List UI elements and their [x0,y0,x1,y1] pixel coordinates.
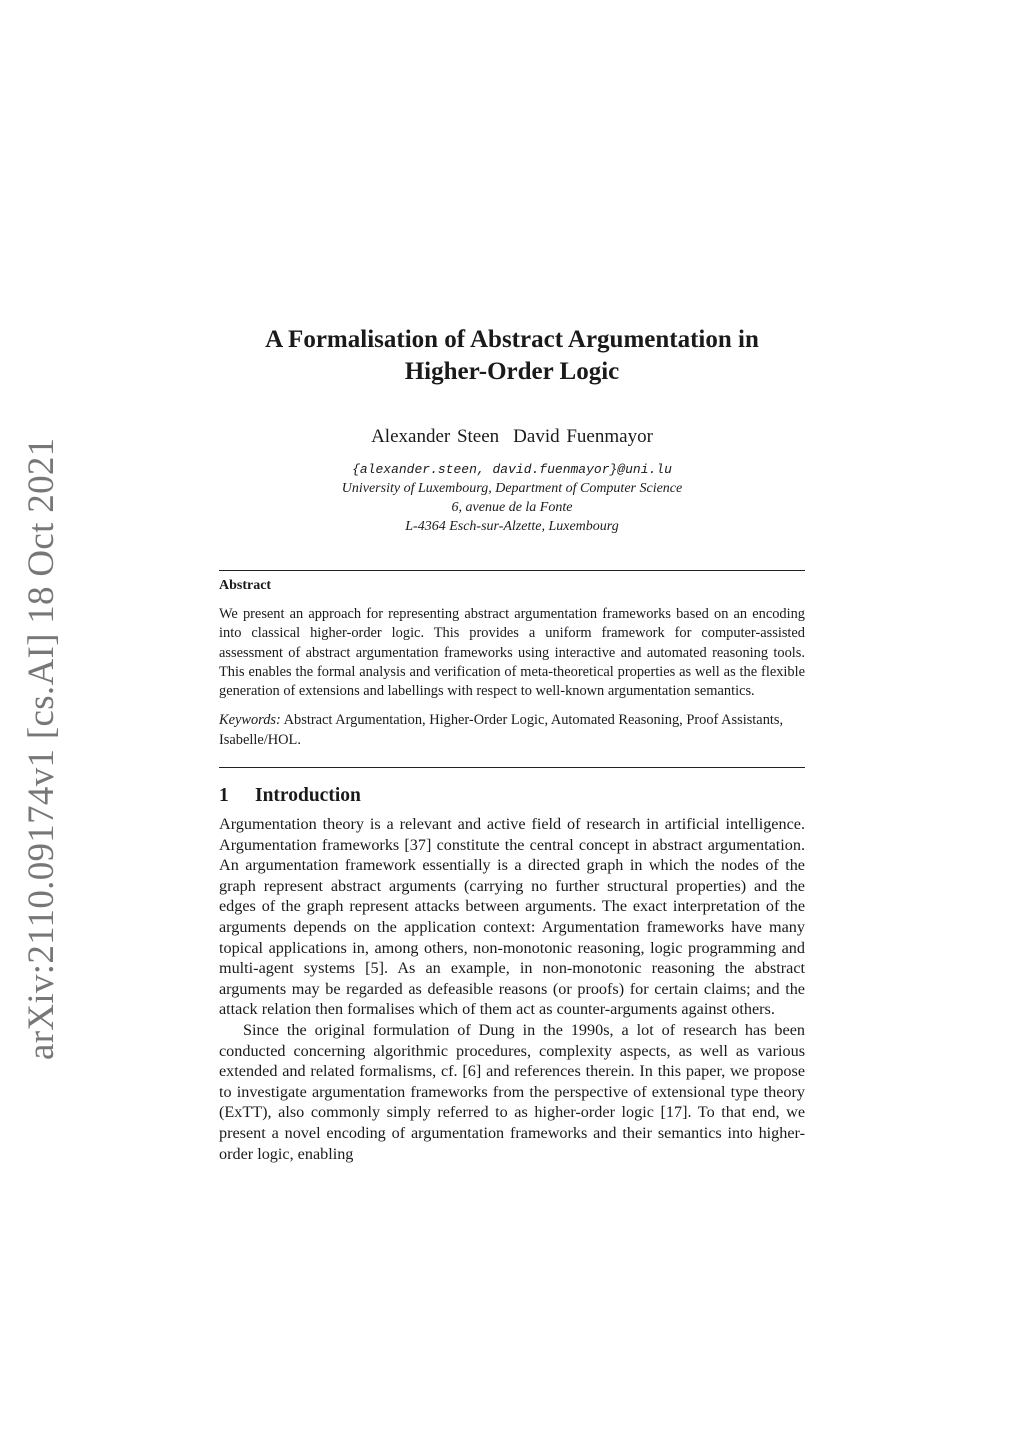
abstract-top-rule [219,570,805,571]
author-list [219,426,805,448]
keywords-text: Abstract Argumentation, Higher-Order Logic, Automated Reasoning, Proof Assistants, Isabelle/HOL. [219,712,784,748]
affiliation-line: L-4364 Esch-sur-Alzette, Luxembourg [405,519,619,534]
title-line-2: Higher-Order Logic [404,358,620,385]
author-name: David Fuenmayor [513,426,653,447]
affiliation-line: University of Luxembourg, Department of Computer Science [341,481,683,496]
section-number: 1 [219,785,229,807]
keywords [219,711,805,750]
section-title: Introduction [255,785,361,807]
affiliation-line: 6, avenue de la Fonte [451,500,573,515]
body-paragraph: Since the original formulation of Dung in the 1990s, a lot of research has been conducted concerning algorithmic procedures, complexity aspects, as well as various extended and related formalisms, cf. [6] and references therein. In this paper, we propose to investigate argumentation frameworks from the perspective of extensional type theory (ExTT), also commonly simply referred to as higher-order logic [17]. To that end, we present a novel encoding of argumentation frameworks and their semantics into higher-order logic, enabling [219,1021,805,1163]
paper-title [219,324,805,388]
body-paragraph: Argumentation theory is a relevant and active field of research in artificial intelligence. Argumentation frameworks [37] constitute the central concept in abstract argumentation. An argumentation framework essentially is a directed graph in which the nodes of the graph represent abstract arguments (carrying no further structural properties) and the edges of the graph represent attacks between arguments. The exact interpretation of the arguments depends on the application context: Argumentation frameworks have many topical applications in, among others, non-monotonic reasoning, logic programming and multi-agent systems [5]. As an example, in non-monotonic reasoning the abstract arguments may be regarded as defeasible reasons (or proofs) for certain claims; and the attack relation then formalises which of them act as counter-arguments against others. [219,815,805,1019]
author-name: Alexander Steen [371,426,500,447]
affiliation-block [219,460,805,536]
keywords-label: Keywords: [219,712,281,729]
paper-page [219,320,805,1164]
abstract-text: We present an approach for representing abstract argumentation frameworks based on an encoding into classical higher-order logic. This provides a uniform framework for computer-assisted assessment of abstract argumentation frameworks using interactive and automated reasoning tools. This enables the formal analysis and verification of meta-theoretical properties as well as the flexible generation of extensions and labellings with respect to well-known argumentation semantics. [219,606,805,700]
abstract-heading: Abstract [219,578,272,593]
section-heading [219,785,805,807]
arxiv-identifier-stamp: arXiv:2110.09174v1 [cs.AI] 18 Oct 2021 [21,437,62,1060]
title-line-1: A Formalisation of Abstract Argumentation in [265,326,759,353]
abstract-bottom-rule [219,767,805,768]
author-email[interactable]: {alexander.steen, david.fuenmayor}@uni.lu [352,462,672,477]
